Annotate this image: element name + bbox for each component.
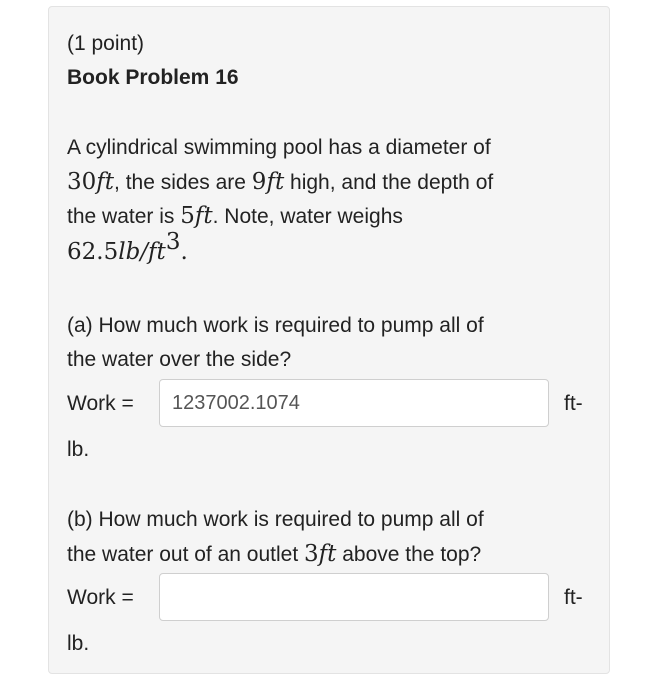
part-a-work-input[interactable] (159, 379, 549, 427)
part-b-question-line-2: the water out of an outlet 3ft above the top? (67, 541, 482, 567)
problem-line-2: 30ft, the sides are 9ft high, and the depth of (67, 169, 494, 195)
points-label: (1 point) (67, 32, 145, 55)
part-a-unit-lb: lb. (67, 438, 90, 461)
part-b-unit-ft: ft- (564, 586, 583, 609)
problem-title: Book Problem 16 (67, 66, 239, 89)
part-a-work-label: Work = (67, 392, 134, 415)
part-b-unit-lb: lb. (67, 632, 90, 655)
part-a-question-line-2: the water over the side? (67, 348, 292, 371)
part-b-work-label: Work = (67, 586, 134, 609)
problem-line-3: the water is 5ft. Note, water weighs (67, 203, 403, 229)
part-b-question-line-1: (b) How much work is required to pump all of (67, 508, 484, 531)
part-a-unit-ft: ft- (564, 392, 583, 415)
problem-card (48, 6, 610, 674)
part-a-question-line-1: (a) How much work is required to pump all of (67, 314, 484, 337)
problem-line-4: $62.5lb/ft^3$. (67, 229, 188, 265)
part-b-work-input[interactable] (159, 573, 549, 621)
problem-line-1: A cylindrical swimming pool has a diameter of (67, 136, 491, 159)
